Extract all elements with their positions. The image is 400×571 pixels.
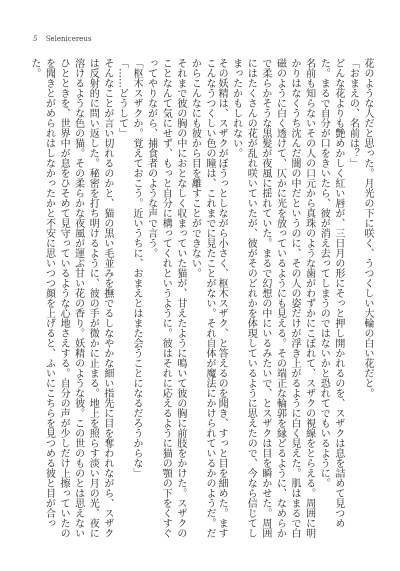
paragraph: 「枢木スザクか。覚えておこう。近いうちに、おまえとはまた会うことになるだろうからな」 <box>131 58 143 478</box>
paragraph: どんな花よりも艶めかしく紅い唇が、三日月の形にそっと押し開かれるのを、スザクは息を詰めて見つめた。まるで自分が口をきいたら、彼が消え去ってしまうのではないかと恐れてでもいるように。 <box>318 58 344 528</box>
paragraph: 名前も知らないその人の口元から真珠のような歯がわずかにこぼれて、スザクの視線をとらえる。周囲に明かりはなくうち沈んだ闇の中だというのに、その人の姿だけが浮き上がるように白く見えた。肌はまるで白磁のように白く透けて、仄かに光を放っているようにも見える。その端正な輪郭を縁どるように、なめらかで柔らかそうな黒髪が夜風に揺れていた。まるで幻想の中にいるみたいで、とスザクは目を瞬かせた。周囲にはたくさんの花が乱れ咲いていたが、彼がそのどれかを体現しているように思えたので、今なら信じてしまったかもしれない。 <box>230 58 315 538</box>
paragraph: それまで彼の胸の中におとなしく収まっていた猫が、甘えたように鳴いて彼の胸に前肢をかけた。スザクのことなんて気にせず、もっと自分に構ってくれというように。彼はそれに応えるように猫の顎の下をくすぐってやりながら、捕食者のような声で言う。 <box>145 58 186 538</box>
page-number: 5 <box>33 35 38 43</box>
running-header <box>33 35 91 43</box>
upper-text-band <box>214 58 374 543</box>
book-title: Selenicereus <box>45 35 92 43</box>
paragraph: 「……どうして」 <box>116 58 128 138</box>
paragraph: 「おまえの、名前は？」 <box>347 58 359 168</box>
paragraph: 花のような人だと思った。月光の下に咲く、うつくしい大輪の白い花だと。 <box>362 58 373 398</box>
paragraph: そんなことが言い切れるのかと、猫の黒い毛並みを撫でるしなやかな細い指先に目を奪われながら、スザクは反射的に問い返した。秘密を打ち明けるように、彼の手が微かに止まる。地上を照らす淡い月の光、夜に溶けるような色の猫。その柔らかな夜風が運ぶ甘い花の香り。妖精のような彼。この世のものとは思えないひとときを、世界中が息をひそめて見守っているような心地さえする。自分の声が少しだけ上擦っていたのを聞きとがめられはしなかったかと不安に思いつつ顔を上げると、ふいにこちらを見つめる彼と目が合った。 <box>28 58 113 538</box>
lower-text-band <box>28 58 216 543</box>
paragraph: こんなうつくしい色の瞳は、これまでに見たことがない。それ自体が魔法にかけられているかのようだ。だからこんなにも彼から目を離すことができない。 <box>189 58 215 538</box>
paragraph: その妖精は、スザクがぼうっとしながら小さく、枢木スザク、と答えるのを聞き、すっと目を細めた。ます <box>216 58 228 538</box>
